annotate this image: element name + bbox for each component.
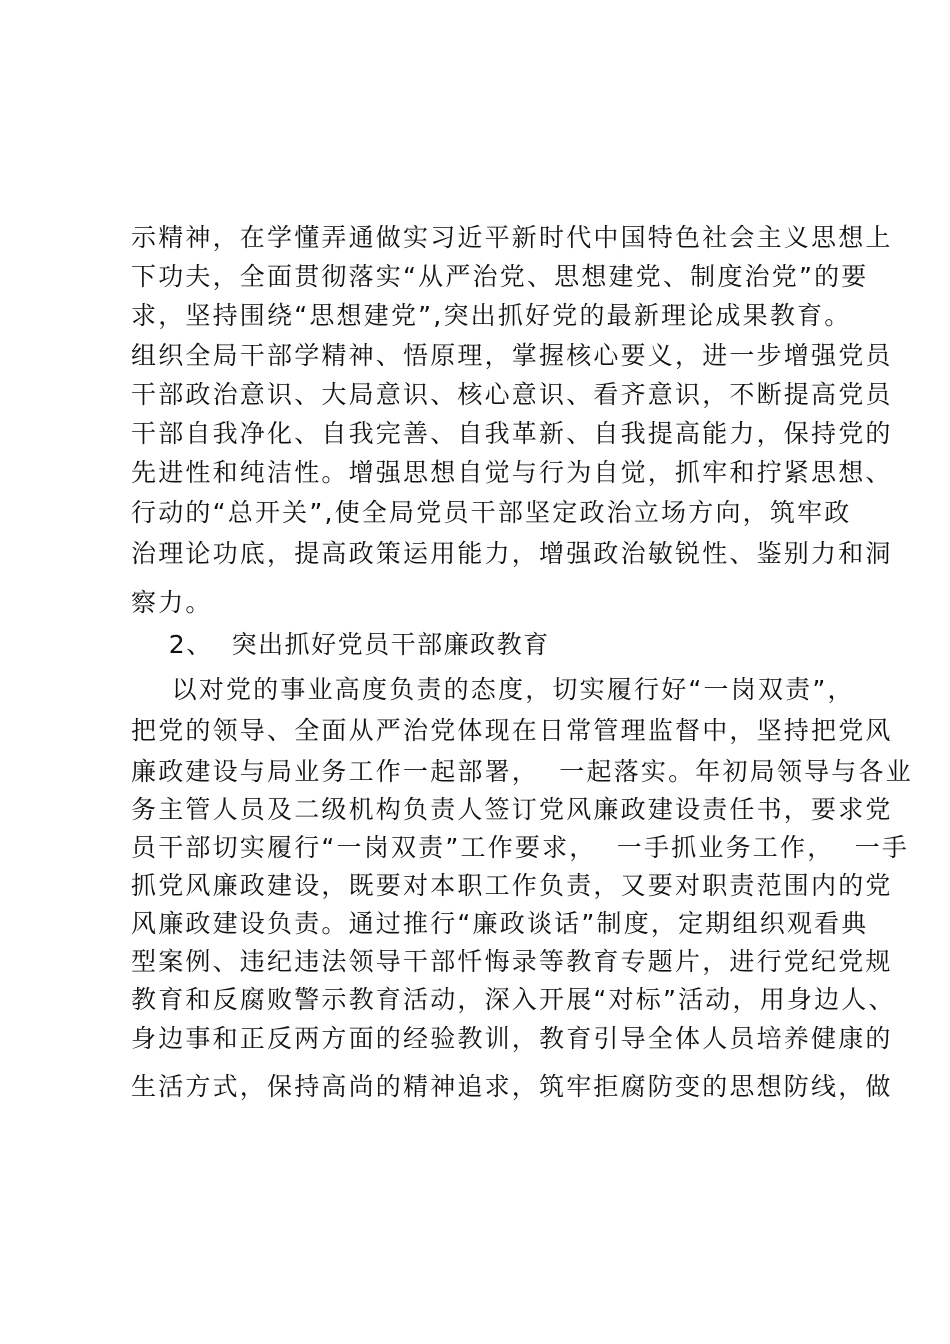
text-line: 求，坚持围绕“思想建党”,突出抓好党的最新理论成果教育。 — [131, 301, 852, 330]
text-line: 先进性和纯洁性。增强思想自觉与行为自觉，抓牢和拧紧思想、 — [131, 458, 893, 487]
text-line: 风廉政建设负责。通过推行“廉政谈话”制度，定期组织观看典 — [131, 909, 869, 938]
text-line: 型案例、违纪违法领导干部忏悔录等教育专题片，进行党纪党规 — [131, 947, 893, 976]
text-line: 生活方式，保持高尚的精神追求，筑牢拒腐防变的思想防线，做 — [131, 1072, 893, 1101]
text-line: 身边事和正反两方面的经验教训，教育引导全体人员培养健康的 — [131, 1024, 893, 1053]
text-line: 干部自我净化、自我完善、自我革新、自我提高能力，保持党的 — [131, 419, 893, 448]
text-line: 下功夫，全面贯彻落实“从严治党、思想建党、制度治党”的要 — [131, 262, 869, 291]
text-line: 抓党风廉政建设，既要对本职工作负责，又要对职责范围内的党 — [131, 871, 893, 900]
text-line: 员干部切实履行“一岗双责”工作要求， 一手抓业务工作， 一手 — [131, 833, 910, 862]
text-line: 治理论功底，提高政策运用能力，增强政治敏锐性、鉴别力和洞 — [131, 539, 893, 568]
text-line: 务主管人员及二级机构负责人签订党风廉政建设责任书，要求党 — [131, 795, 893, 824]
text-line: 廉政建设与局业务工作一起部署， 一起落实。年初局领导与各业 — [131, 757, 913, 786]
paragraph-first-line: 以对党的事业高度负责的态度，切实履行好“一岗双责”， — [131, 675, 855, 704]
text-line: 组织全局干部学精神、悟原理，掌握核心要义，进一步增强党员 — [131, 341, 893, 370]
text-line: 示精神，在学懂弄通做实习近平新时代中国特色社会主义思想上 — [131, 223, 893, 252]
text-line: 行动的“总开关”,使全局党员干部坚定政治立场方向，筑牢政 — [131, 498, 852, 527]
text-line: 教育和反腐败警示教育活动，深入开展“对标”活动，用身边人、 — [131, 985, 896, 1014]
section-heading: 2、 突出抓好党员干部廉政教育 — [131, 630, 550, 659]
text-line: 把党的领导、全面从严治党体现在日常管理监督中，坚持把党风 — [131, 716, 893, 745]
text-line: 干部政治意识、大局意识、核心意识、看齐意识，不断提高党员 — [131, 380, 893, 409]
text-line: 察力。 — [131, 588, 213, 617]
